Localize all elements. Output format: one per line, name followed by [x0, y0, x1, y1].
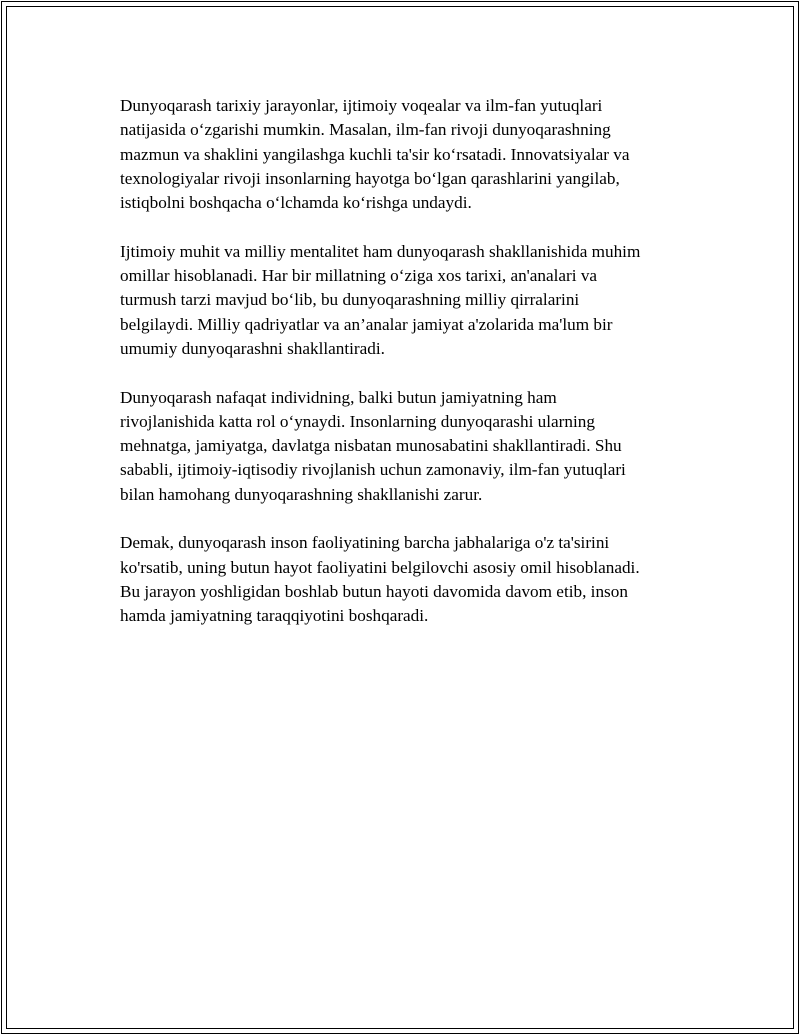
- paragraph-2: Ijtimoiy muhit va milliy mentalitet ham dunyoqarash shakllanishida muhim omillar hisoblanadi. Har bir millatning oʻziga xos tarixi, an'analari va turmush tarzi mavjud boʻlib, bu dunyoqarashning milliy qirralarini belgilaydi. Milliy qadriyatlar va an’analar jamiyat a'zolarida ma'lum bir umumiy dunyoqarashni shakllantiradi.: [120, 241, 641, 358]
- document-page: [1, 1, 799, 1034]
- document-body: [120, 94, 695, 629]
- paragraph-4: Demak, dunyoqarash inson faoliyatining barcha jabhalariga o'z ta'sirini ko'rsatib, uning butun hayot faoliyatini belgilovchi asosiy omil hisoblanadi. Bu jarayon yoshligidan boshlab butun hayoti davomida davom etib, inson hamda jamiyatning taraqqiyotini boshqaradi.: [120, 533, 640, 626]
- paragraph-1: Dunyoqarash tarixiy jarayonlar, ijtimoiy voqealar va ilm-fan yutuqlari natijasida oʻzgarishi mumkin. Masalan, ilm-fan rivoji dunyoqarashning mazmun va shaklini yangilashga kuchli ta'sir koʻrsatadi. Innovatsiyalar va texnologiyalar rivoji insonlarning hayotga boʻlgan qarashlarini yangilab, istiqbolni boshqacha oʻlchamda koʻrishga undaydi.: [120, 96, 630, 213]
- paragraph-3: Dunyoqarash nafaqat individning, balki butun jamiyatning ham rivojlanishida katta rol oʻynaydi. Insonlarning dunyoqarashi ularning mehnatga, jamiyatga, davlatga nisbatan munosabatini shakllantiradi. Shu sababli, ijtimoiy-iqtisodiy rivojlanish uchun zamonaviy, ilm-fan yutuqlari bilan hamohang dunyoqarashning shakllanishi zarur.: [120, 387, 626, 504]
